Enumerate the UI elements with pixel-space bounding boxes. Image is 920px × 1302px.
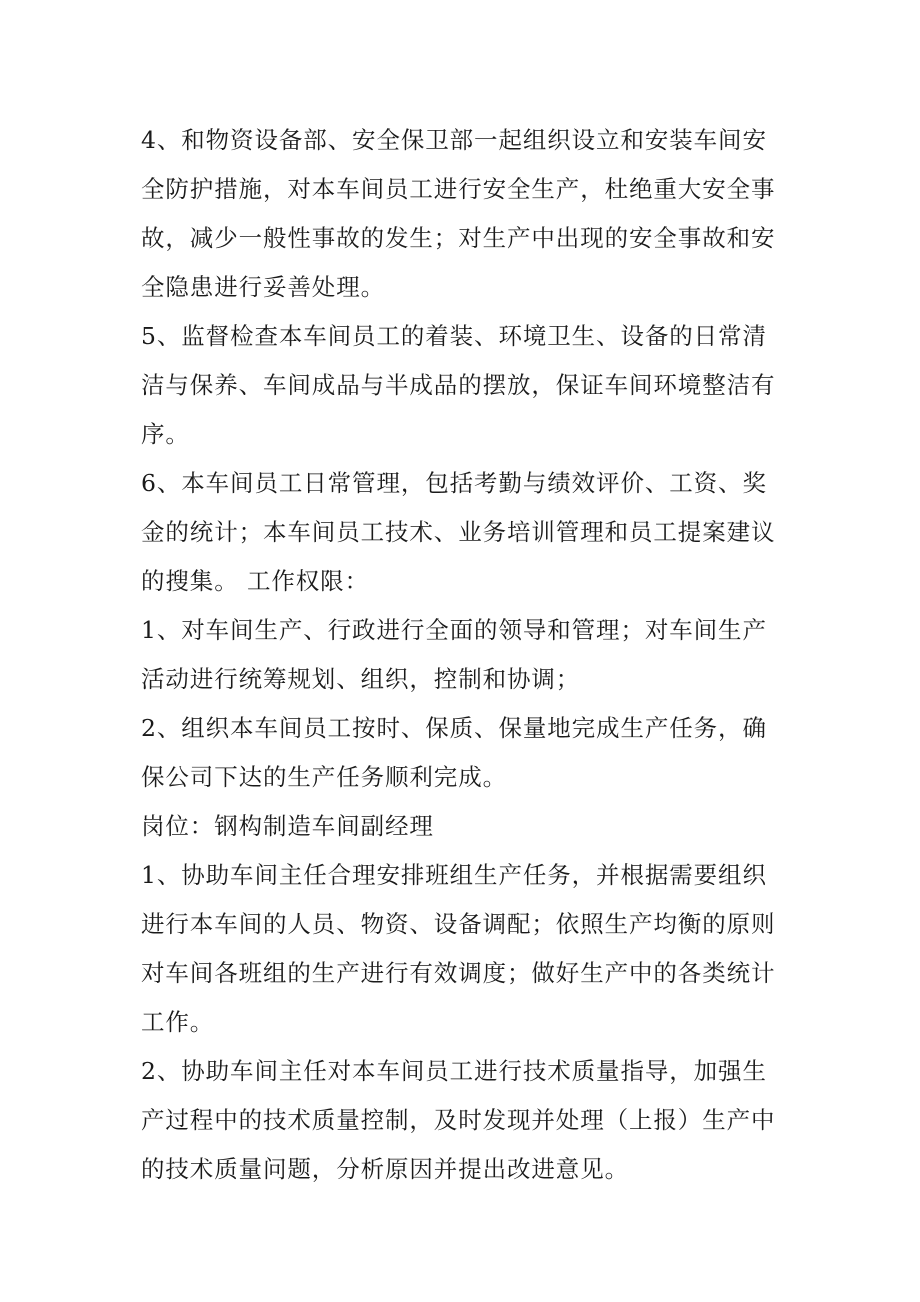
text-line: 全隐患进行妥善处理。	[141, 273, 385, 301]
text-line: 进行本车间的人员、物资、设备调配；依照生产均衡的原则	[141, 910, 776, 938]
text-line: 全防护措施，对本车间员工进行安全生产，杜绝重大安全事	[141, 175, 776, 203]
text-line: 故，减少一般性事故的发生；对生产中出现的安全事故和安	[141, 224, 776, 252]
text-line: 的搜集。 工作权限：	[141, 567, 369, 595]
text-line: 6、本车间员工日常管理，包括考勤与绩效评价、工资、奖	[141, 469, 767, 497]
text-line: 的技术质量问题，分析原因并提出改进意见。	[141, 1155, 629, 1183]
document-body	[141, 116, 791, 1194]
text-line: 2、协助车间主任对本车间员工进行技术质量指导，加强生	[141, 1057, 767, 1085]
text-line: 1、对车间生产、行政进行全面的领导和管理；对车间生产	[141, 616, 767, 644]
text-line: 2、组织本车间员工按时、保质、保量地完成生产任务，确	[141, 714, 767, 742]
text-line: 活动进行统筹规划、组织，控制和协调；	[141, 665, 581, 693]
text-line: 对车间各班组的生产进行有效调度；做好生产中的各类统计	[141, 959, 776, 987]
section-heading: 岗位：钢构制造车间副经理	[141, 812, 434, 840]
text-line: 工作。	[141, 1008, 215, 1036]
text-line: 产过程中的技术质量控制，及时发现并处理（上报）生产中	[141, 1106, 776, 1134]
text-line: 序。	[141, 420, 190, 448]
text-line: 洁与保养、车间成品与半成品的摆放，保证车间环境整洁有	[141, 371, 776, 399]
text-line: 4、和物资设备部、安全保卫部一起组织设立和安装车间安	[141, 126, 767, 154]
text-line: 5、监督检查本车间员工的着装、环境卫生、设备的日常清	[141, 322, 767, 350]
text-line: 金的统计；本车间员工技术、业务培训管理和员工提案建议	[141, 518, 776, 546]
text-line: 保公司下达的生产任务顺利完成。	[141, 763, 507, 791]
text-line: 1、协助车间主任合理安排班组生产任务，并根据需要组织	[141, 861, 767, 889]
